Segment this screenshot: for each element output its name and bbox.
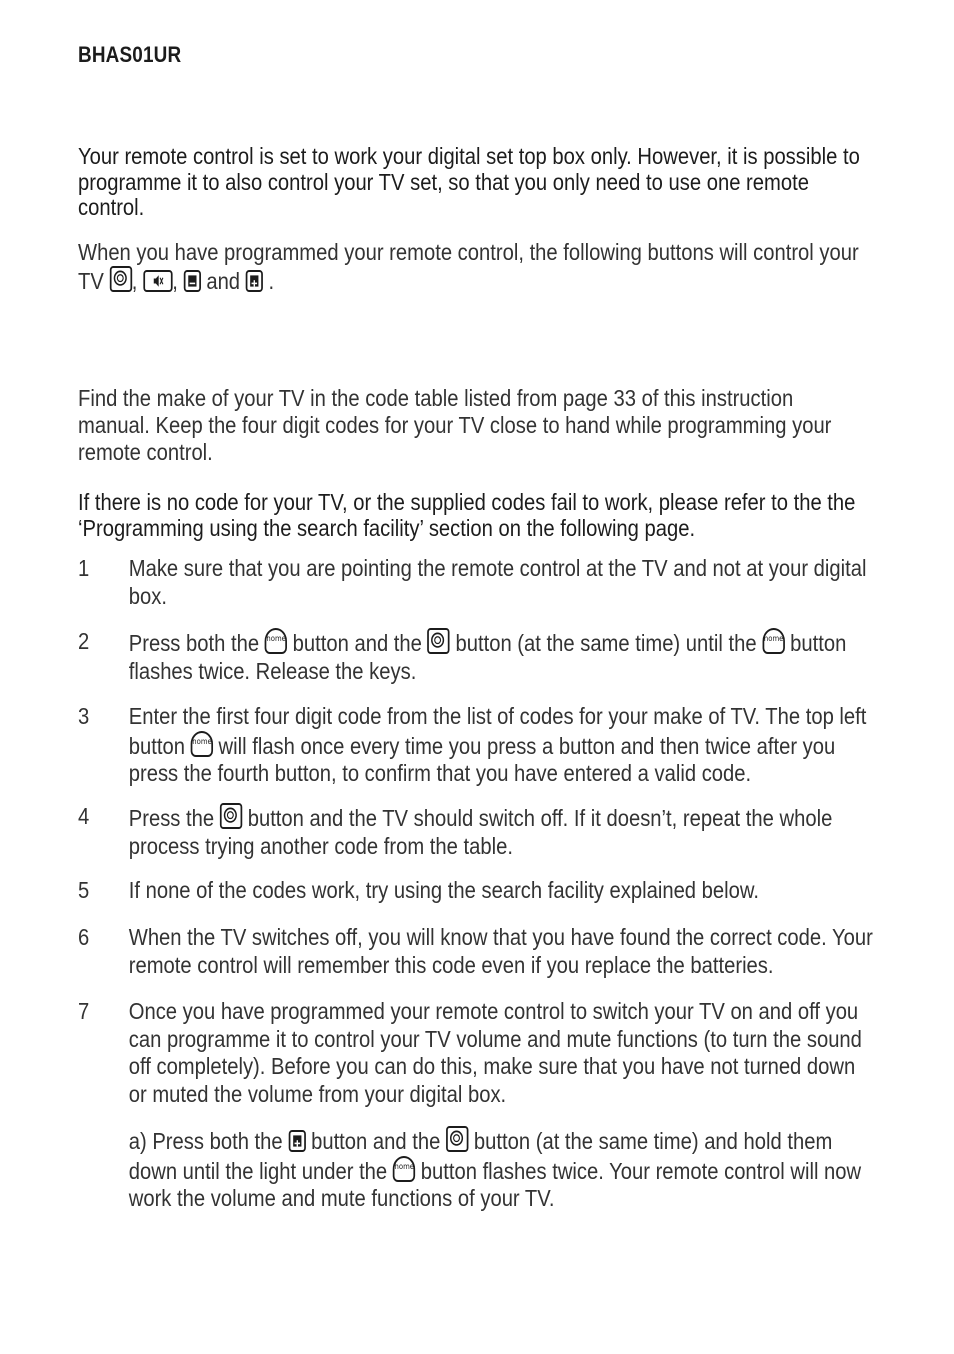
step-text-part: Press the <box>128 805 215 831</box>
vol-down-icon <box>184 270 201 292</box>
step-number: 5 <box>78 877 90 903</box>
step-text: Once you have programmed your remote control to switch your TV on and off you can programme it to control your TV volume and mute functions (to turn the sound off completely). Before you can do this, make sure that you have not turned down or muted the volume from your digital box. <box>128 998 862 1107</box>
step-text-part: button and the <box>311 1128 441 1154</box>
home-icon-label: home <box>763 634 784 643</box>
separator: , <box>131 267 138 294</box>
step-text <box>129 703 877 788</box>
step-text-part: will flash once every time you press a button and then twice after you press the fourth button, to confirm that you have entered a valid code. <box>128 732 836 786</box>
step-text-part: a) Press both the <box>128 1128 283 1154</box>
home-icon-label: home <box>266 634 286 643</box>
step-text: When the TV switches off, you will know that you have found the correct code. Your remote control will remember this code even if you replace the batteries. <box>128 924 873 978</box>
find-code-paragraph: Find the make of your TV in the code table listed from page 33 of this instruction manual. Keep the four digit codes for your TV close to hand while programming your remote control. <box>78 385 832 465</box>
conjunction-text: and <box>206 267 241 294</box>
step-text <box>129 628 877 685</box>
intro-paragraph: Your remote control is set to work your digital set top box only. However, it is possible to programme it to also control your TV set, so that you only need to use one remote control. <box>78 143 860 220</box>
power-icon <box>220 803 242 829</box>
step-text-part: Press both the <box>128 630 260 656</box>
step-text-part: button (at the same time) and hold them down until the light under the <box>128 1128 833 1184</box>
vol-up-icon <box>246 270 263 292</box>
step-text-part: button flashes twice. Your remote control will now work the volume and mute functions of your TV. <box>128 1157 862 1211</box>
step-text <box>129 803 877 860</box>
separator: , <box>172 267 178 294</box>
step-number: 7 <box>78 998 90 1024</box>
power-icon <box>446 1126 468 1152</box>
step-number: 1 <box>78 555 90 581</box>
step-text-part: button flashes twice. Release the keys. <box>128 630 847 684</box>
model-number: BHAS01UR <box>78 42 182 67</box>
step-text: If none of the codes work, try using the search facility explained below. <box>128 877 759 903</box>
buttons-paragraph-text: When you have programmed your remote control, the following buttons will control your TV <box>78 239 859 294</box>
step-number: 3 <box>78 703 90 729</box>
no-code-paragraph: If there is no code for your TV, or the supplied codes fail to work, please refer to the the ‘Programming using the search facility’ section on the following page. <box>78 489 856 541</box>
home-icon <box>762 628 784 654</box>
step-text-part: button (at the same time) until the <box>455 630 757 656</box>
buttons-paragraph <box>78 240 869 294</box>
home-icon <box>191 731 213 757</box>
step-number: 2 <box>78 628 90 654</box>
home-icon-label: home <box>394 1161 415 1171</box>
power-icon <box>109 266 131 292</box>
step-text-part: button and the TV should switch off. If it doesn’t, repeat the whole process trying another code from the table. <box>128 805 833 859</box>
step-number: 4 <box>78 803 90 829</box>
vol-up-icon <box>288 1130 305 1152</box>
period: . <box>268 267 275 294</box>
step-text-part: button and the <box>292 630 422 656</box>
home-icon <box>265 628 287 654</box>
step-number: 6 <box>78 924 90 950</box>
home-icon-label: home <box>192 736 212 746</box>
step-text-part: Enter the first four digit code from the list of codes for your make of TV. The top left button <box>128 703 867 759</box>
step-text <box>129 1126 877 1213</box>
power-icon <box>428 628 450 654</box>
mute-icon <box>143 270 172 292</box>
home-icon <box>393 1156 415 1182</box>
step-text: Make sure that you are pointing the remote control at the TV and not at your digital box. <box>128 555 867 609</box>
